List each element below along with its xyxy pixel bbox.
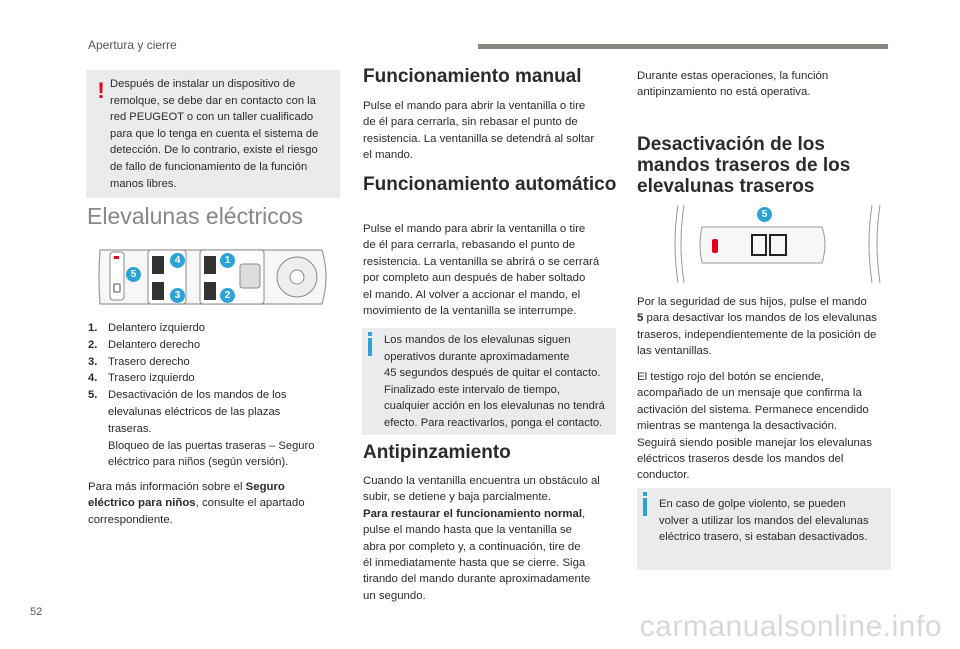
- item-number: 4.: [88, 372, 98, 385]
- text-line: de él para cerrarla, rebasando el punto de: [363, 239, 576, 252]
- list-item: [88, 370, 348, 387]
- title-line: mandos traseros de los: [637, 155, 851, 176]
- child-lock-illustration: [672, 203, 886, 285]
- info-line: volver a utilizar los mandos del elevalunas: [659, 514, 869, 527]
- text-line: resistencia. La ventanilla se detendrá al soltar: [363, 132, 595, 145]
- item-text: Delantero izquierdo: [108, 322, 206, 334]
- item-text: Bloqueo de las puertas traseras – Seguro: [108, 439, 315, 452]
- warning-line: remolque, se debe dar en contacto con la: [110, 94, 316, 107]
- header-bar: [478, 44, 888, 49]
- text-line: movimiento de la ventanilla se interrumpe.: [363, 305, 577, 318]
- text-line: conductor.: [637, 469, 690, 482]
- manual-title: Funcionamiento manual: [363, 66, 582, 87]
- text-line: un segundo.: [363, 589, 426, 602]
- text-line: acompañado de un mensaje que confirma la: [637, 387, 862, 400]
- text-line: Por la seguridad de sus hijos, pulse el mando: [637, 296, 867, 308]
- anti-paragraph: [363, 473, 618, 604]
- text-line: antipinzamiento no está operativa.: [637, 86, 811, 99]
- text-line: subir, se detiene y baja parcialmente.: [363, 491, 552, 504]
- warning-line: de fallo de funcionamiento de la función: [110, 160, 308, 173]
- item-number: 1.: [88, 322, 98, 334]
- text-line: ,: [582, 507, 586, 520]
- warning-line: para que lo tenga en cuenta el sistema de: [110, 127, 319, 140]
- intro-paragraph: [637, 68, 897, 101]
- item-text: traseras.: [108, 422, 152, 435]
- warning-line: detección. De lo contrario, existe el riesgo: [110, 144, 318, 157]
- item-list: [88, 320, 348, 471]
- section-label: Apertura y cierre: [88, 38, 177, 52]
- info-text: [384, 332, 605, 432]
- deactivation-title: [637, 134, 850, 197]
- item-text: Trasero izquierdo: [108, 372, 195, 385]
- auto-title: Funcionamiento automático: [363, 174, 617, 195]
- diagram-badge: 2: [220, 288, 235, 303]
- item-text: eléctrico para niños (según versión).: [108, 456, 289, 469]
- info-icon: [368, 338, 372, 356]
- text-line: resistencia. La ventanilla se abrirá o se cerrará: [363, 255, 600, 268]
- text-line: abra por completo y, a continuación, tire de: [363, 540, 581, 553]
- text-line: pulse el mando hasta que la ventanilla se: [363, 524, 572, 537]
- text-line: El testigo rojo del botón se enciende,: [637, 371, 824, 383]
- info-box: [362, 328, 616, 435]
- text-line: para desactivar los mandos de los elevalunas: [643, 312, 877, 325]
- more-info-text: , consulte el apartado: [195, 497, 305, 510]
- warning-text: [110, 76, 318, 192]
- text-line: el mando. Al volver a accionar el mando, el: [363, 288, 581, 301]
- info-box: [637, 488, 891, 570]
- text-line: las ventanillas.: [637, 345, 712, 358]
- text-line: por completo aun después de haber soltado: [363, 272, 586, 285]
- window-switch-diagram: [90, 240, 338, 314]
- title-line: elevalunas traseros: [637, 176, 815, 197]
- list-item: [88, 387, 348, 471]
- text-line: él inmediatamente hasta que se cierre. Siga: [363, 557, 586, 570]
- indicator-paragraph: [637, 369, 897, 484]
- diagram-badge: 4: [170, 253, 185, 268]
- warning-box: [86, 70, 340, 198]
- text-line: eléctricos traseros desde los mandos del: [637, 453, 844, 466]
- item-text: elevalunas eléctricos de las plazas: [108, 405, 281, 418]
- anti-title: Antipinzamiento: [363, 442, 511, 463]
- more-info-bold: eléctrico para niños: [88, 497, 196, 510]
- warning-line: Después de instalar un dispositivo de: [110, 78, 296, 90]
- exclamation-icon: !: [97, 78, 105, 103]
- diagram-badge: 1: [220, 253, 235, 268]
- info-line: En caso de golpe violento, se pueden: [659, 498, 846, 510]
- item-text: Trasero derecho: [108, 355, 190, 368]
- text-line: Pulse el mando para abrir la ventanilla o tire: [363, 223, 586, 235]
- text-line: el mando.: [363, 149, 414, 162]
- section-title: Elevalunas eléctricos: [87, 203, 304, 229]
- control-number: 5: [637, 312, 644, 325]
- diagram-badge: 5: [126, 267, 141, 282]
- auto-paragraph: [363, 221, 618, 319]
- info-line: eléctrico trasero, si estaban desactivados.: [659, 531, 868, 544]
- text-line: activación del sistema. Permanece encendido: [637, 403, 869, 416]
- text-line: Durante estas operaciones, la función: [637, 70, 829, 82]
- text-line: mientras se mantenga la desactivación.: [637, 420, 838, 433]
- info-line: 45 segundos después de quitar el contacto.: [384, 367, 601, 380]
- more-info-bold: Seguro: [245, 481, 285, 493]
- watermark: carmanualsonline.info: [639, 610, 942, 643]
- info-line: cualquier acción en los elevalunas no tendrá: [384, 400, 605, 413]
- info-icon: [643, 498, 647, 516]
- diagram-badge: 3: [170, 288, 185, 303]
- more-info-text: Para más información sobre el: [88, 481, 246, 493]
- info-line: operativos durante aproximadamente: [384, 350, 570, 363]
- text-line: de él para cerrarla, sin rebasar el punto de: [363, 116, 578, 129]
- manual-paragraph: [363, 98, 618, 164]
- security-paragraph: [637, 294, 897, 360]
- item-number: 5.: [88, 389, 98, 402]
- list-item: [88, 337, 348, 354]
- more-info-paragraph: [88, 479, 348, 528]
- more-info-text: correspondiente.: [88, 513, 173, 526]
- text-line: Seguirá siendo posible manejar los elevalunas: [637, 436, 872, 449]
- diagram-badge: 5: [757, 207, 772, 222]
- list-item: [88, 320, 348, 337]
- text-line: Cuando la ventanilla encuentra un obstáculo al: [363, 475, 600, 487]
- info-text: [659, 496, 869, 546]
- page-number: 52: [30, 606, 43, 618]
- text-line: traseros, independientemente de la posición de: [637, 328, 877, 341]
- anti-bold: Para restaurar el funcionamiento normal: [363, 507, 583, 520]
- info-line: Los mandos de los elevalunas siguen: [384, 334, 571, 346]
- warning-line: manos libres.: [110, 177, 177, 190]
- list-item: [88, 354, 348, 371]
- item-number: 3.: [88, 355, 98, 368]
- text-line: Pulse el mando para abrir la ventanilla o tire: [363, 100, 586, 112]
- item-number: 2.: [88, 338, 98, 351]
- title-line: Desactivación de los: [637, 134, 825, 155]
- item-text: Delantero derecho: [108, 338, 201, 351]
- child-lock-diagram: [672, 203, 886, 285]
- warning-line: red PEUGEOT o con un taller cualificado: [110, 111, 314, 124]
- info-line: efecto. Para reactivarlos, ponga el contacto.: [384, 416, 603, 429]
- item-text: Desactivación de los mandos de los: [108, 389, 287, 402]
- info-line: Finalizado este intervalo de tiempo,: [384, 383, 560, 396]
- text-line: tirando del mando durante aproximadamente: [363, 573, 591, 586]
